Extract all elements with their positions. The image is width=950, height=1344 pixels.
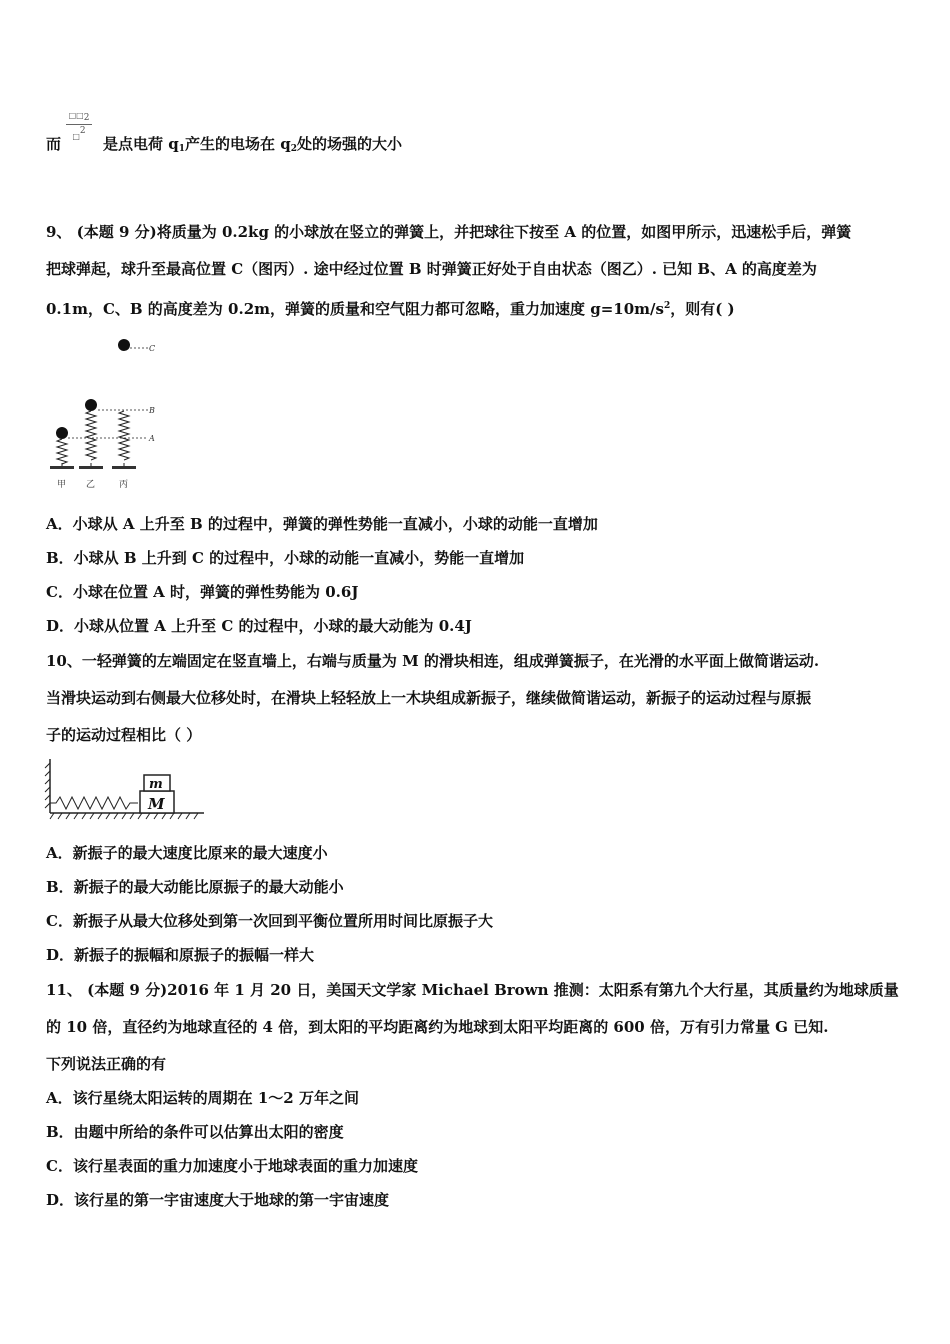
label-jia: 甲 [57, 480, 67, 490]
q11-line-1: 11、 (本题 9 分)2016 年 1 月 20 日，美国天文学家 Michael Brown 推测：太阳系有第九个大行星，其质量约为地球质量 [46, 981, 899, 999]
q9-option-a: A．小球从 A 上升至 B 的过程中，弹簧的弹性势能一直减小，小球的动能一直增加 [46, 515, 598, 533]
q10-line-1: 10、一轻弹簧的左端固定在竖直墙上，右端与质量为 M 的滑块相连，组成弹簧振子，在光滑的水平面上做简谐运动. [46, 652, 820, 670]
label-m: m [149, 777, 163, 792]
q10-option-b: B．新振子的最大动能比原振子的最大动能小 [46, 878, 344, 896]
label-a: A [149, 434, 155, 443]
q9-option-c: C．小球在位置 A 时，弹簧的弹性势能为 0.6J [46, 583, 359, 601]
q9-option-b: B．小球从 B 上升到 C 的过程中，小球的动能一直减小，势能一直增加 [46, 549, 525, 567]
q9-line-2: 把球弹起，球升至最高位置 C（图丙）. 途中经过位置 B 时弹簧正好处于自由状态（图乙）. 已知 B、A 的高度差为 [46, 260, 817, 278]
spring-block-figure [44, 757, 209, 827]
q11-option-a: A．该行星绕太阳运转的周期在 1～2 万年之间 [46, 1089, 359, 1107]
label-bing: 丙 [119, 480, 129, 490]
q11-option-c: C．该行星表面的重力加速度小于地球表面的重力加速度 [46, 1157, 418, 1175]
q11-line-3: 下列说法正确的有 [46, 1055, 167, 1073]
label-c: C [149, 344, 156, 353]
q9-option-d: D．小球从位置 A 上升至 C 的过程中，小球的最大动能为 0.4J [46, 617, 472, 635]
field-strength-fraction: $□□_2$ □$^2$ [64, 111, 94, 142]
q11-option-b: B．由题中所给的条件可以估算出太阳的密度 [46, 1123, 344, 1141]
q10-line-3: 子的运动过程相比（ ） [46, 726, 202, 744]
q11-option-d: D．该行星的第一宇宙速度大于地球的第一宇宙速度 [46, 1191, 390, 1209]
label-M: M [148, 795, 165, 813]
q11-line-2: 的 10 倍，直径约为地球直径的 4 倍，到太阳的平均距离约为地球到太阳平均距离的 600 倍，万有引力常量 G 已知. [46, 1018, 829, 1036]
ball-c [118, 339, 130, 351]
label-b: B [149, 406, 155, 415]
spring-ball-figure [44, 332, 174, 492]
q10-option-d: D．新振子的振幅和原振子的振幅一样大 [46, 946, 315, 964]
q9-line-1: 9、 (本题 9 分)将质量为 0.2kg 的小球放在竖立的弹簧上，并把球往下按至 A 的位置，如图甲所示，迅速松手后，弹簧 [46, 223, 852, 241]
ball-a [56, 427, 68, 439]
intro-line: 而 是点电荷 $q_1$产生的电场在 $q_2$处的场强的大小 [46, 135, 402, 154]
q10-option-a: A．新振子的最大速度比原来的最大速度小 [46, 844, 328, 862]
label-yi: 乙 [86, 480, 96, 490]
q10-option-c: C．新振子从最大位移处到第一次回到平衡位置所用时间比原振子大 [46, 912, 493, 930]
q9-line-3: 0.1m，C、B 的高度差为 0.2m，弹簧的质量和空气阻力都可忽略，重力加速度 $g=10m/s^2$，则有( ) [46, 300, 735, 318]
q10-line-2: 当滑块运动到右侧最大位移处时，在滑块上轻轻放上一木块组成新振子，继续做简谐运动，新振子的运动过程与原振 [46, 689, 812, 707]
ball-b [85, 399, 97, 411]
